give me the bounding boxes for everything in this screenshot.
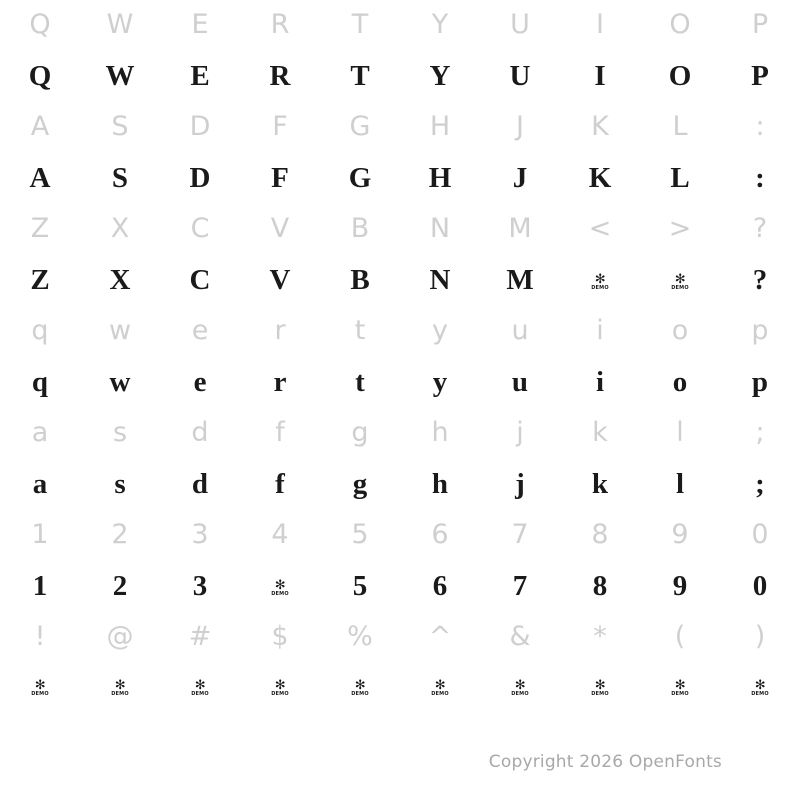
demo-badge-label: DEMO <box>671 690 689 697</box>
glyph-key-cell: a <box>31 417 49 448</box>
glyph-sample-cell: 5 <box>352 570 368 602</box>
demo-badge-icon <box>511 677 529 697</box>
floret-icon: ✻ <box>114 677 126 693</box>
demo-badge-icon <box>591 677 609 697</box>
glyph-sample-cell: R <box>269 60 291 92</box>
demo-watermark-glyph <box>480 662 560 714</box>
glyph-key-cell: K <box>591 111 609 142</box>
glyph-key-cell: & <box>509 621 531 652</box>
demo-badge-label: DEMO <box>31 690 49 697</box>
demo-watermark-glyph <box>640 662 720 714</box>
glyph-sample-cell: Y <box>429 60 451 92</box>
glyph-key-cell: g <box>351 417 369 448</box>
floret-icon: ✻ <box>674 271 686 287</box>
demo-badge-label: DEMO <box>271 690 289 697</box>
demo-badge-icon <box>431 677 449 697</box>
glyph-key-cell: w <box>108 315 132 346</box>
demo-badge-icon <box>671 271 689 291</box>
demo-badge-label: DEMO <box>751 690 769 697</box>
glyph-key-cell: 4 <box>271 519 289 550</box>
glyph-key-cell: ! <box>34 621 46 652</box>
glyph-sample-cell: : <box>755 162 765 194</box>
glyph-key-cell: 7 <box>511 519 529 550</box>
glyph-sample-cell: P <box>751 60 769 92</box>
glyph-key-cell: d <box>191 417 209 448</box>
floret-icon: ✻ <box>434 677 446 693</box>
glyph-key-cell: $ <box>271 621 289 652</box>
copyright-notice: Copyright 2026 OpenFonts <box>488 752 722 772</box>
glyph-key-cell: V <box>270 213 290 244</box>
glyph-sample-cell: S <box>111 162 129 194</box>
glyph-sample-cell: 3 <box>192 570 208 602</box>
demo-watermark-glyph <box>80 662 160 714</box>
glyph-sample-cell: F <box>271 162 289 194</box>
glyph-key-cell: T <box>351 9 369 40</box>
glyph-key-cell: J <box>516 111 524 142</box>
glyph-sample-cell: O <box>668 60 692 92</box>
glyph-sample-cell: t <box>355 366 365 398</box>
glyph-key-cell: D <box>189 111 211 142</box>
glyph-key-cell: 9 <box>671 519 689 550</box>
glyph-sample-cell: 0 <box>752 570 768 602</box>
glyph-key-cell: l <box>676 417 684 448</box>
demo-badge-label: DEMO <box>431 690 449 697</box>
demo-badge-label: DEMO <box>191 690 209 697</box>
glyph-key-cell: ; <box>755 417 765 448</box>
glyph-key-cell: X <box>110 213 130 244</box>
glyph-sample-row <box>0 458 800 510</box>
demo-badge-icon <box>591 271 609 291</box>
glyph-key-cell: 5 <box>351 519 369 550</box>
glyph-sample-cell: G <box>348 162 372 194</box>
glyph-sample-cell: 8 <box>592 570 608 602</box>
demo-badge-icon <box>351 677 369 697</box>
glyph-key-cell: p <box>751 315 769 346</box>
glyph-key-cell: ) <box>754 621 766 652</box>
glyph-key-cell: N <box>429 213 451 244</box>
glyph-key-cell: 0 <box>751 519 769 550</box>
demo-badge-icon <box>31 677 49 697</box>
demo-watermark-glyph <box>0 662 80 714</box>
glyph-key-cell: @ <box>106 621 134 652</box>
demo-badge-icon <box>111 677 129 697</box>
glyph-sample-cell: s <box>114 468 126 500</box>
demo-watermark-glyph <box>720 662 800 714</box>
demo-badge-icon <box>671 677 689 697</box>
glyph-sample-cell: X <box>109 264 131 296</box>
glyph-key-cell: ? <box>752 213 768 244</box>
glyph-sample-cell: ? <box>752 264 768 296</box>
glyph-sample-row <box>0 356 800 408</box>
demo-badge-label: DEMO <box>511 690 529 697</box>
glyph-key-cell: ( <box>674 621 686 652</box>
glyph-key-cell: Y <box>431 9 449 40</box>
glyph-key-row <box>0 204 800 254</box>
demo-badge-label: DEMO <box>271 590 289 597</box>
demo-watermark-glyph <box>320 662 400 714</box>
demo-watermark-glyph <box>640 254 720 306</box>
glyph-sample-row <box>0 254 800 306</box>
glyph-sample-cell: J <box>512 162 528 194</box>
glyph-key-cell: : <box>755 111 765 142</box>
glyph-key-cell: y <box>432 315 448 346</box>
glyph-sample-cell: A <box>29 162 51 194</box>
demo-badge-icon <box>191 677 209 697</box>
glyph-sample-cell: C <box>189 264 211 296</box>
glyph-sample-cell: W <box>105 60 135 92</box>
glyph-sample-cell: h <box>431 468 449 500</box>
glyph-sample-cell: ; <box>755 468 765 500</box>
glyph-sample-row <box>0 662 800 714</box>
glyph-sample-cell: l <box>675 468 685 500</box>
glyph-sample-cell: i <box>595 366 605 398</box>
glyph-key-row <box>0 510 800 560</box>
glyph-key-cell: t <box>354 315 366 346</box>
glyph-sample-cell: f <box>275 468 285 500</box>
glyph-key-cell: h <box>431 417 449 448</box>
glyph-key-cell: o <box>671 315 689 346</box>
glyph-sample-cell: o <box>672 366 688 398</box>
glyph-key-cell: E <box>191 9 209 40</box>
demo-watermark-glyph <box>400 662 480 714</box>
glyph-sample-cell: 2 <box>112 570 128 602</box>
demo-badge-icon <box>271 677 289 697</box>
glyph-sample-cell: p <box>751 366 769 398</box>
demo-badge-label: DEMO <box>671 284 689 291</box>
demo-badge-label: DEMO <box>111 690 129 697</box>
glyph-key-cell: F <box>272 111 288 142</box>
floret-icon: ✻ <box>754 677 766 693</box>
floret-icon: ✻ <box>194 677 206 693</box>
glyph-key-cell: e <box>191 315 209 346</box>
floret-icon: ✻ <box>34 677 46 693</box>
glyph-sample-cell: E <box>190 60 210 92</box>
glyph-key-cell: S <box>111 111 129 142</box>
glyph-sample-cell: Z <box>30 264 50 296</box>
glyph-key-row <box>0 0 800 50</box>
glyph-sample-cell: H <box>428 162 452 194</box>
glyph-sample-cell: y <box>432 366 448 398</box>
glyph-key-cell: G <box>349 111 371 142</box>
glyph-sample-row <box>0 560 800 612</box>
glyph-key-cell: 3 <box>191 519 209 550</box>
floret-icon: ✻ <box>514 677 526 693</box>
glyph-key-cell: k <box>592 417 608 448</box>
glyph-key-cell: 2 <box>111 519 129 550</box>
floret-icon: ✻ <box>594 677 606 693</box>
glyph-sample-cell: j <box>515 468 525 500</box>
glyph-key-row <box>0 306 800 356</box>
glyph-sample-cell: 1 <box>32 570 48 602</box>
glyph-sample-cell: r <box>273 366 287 398</box>
glyph-key-cell: M <box>508 213 532 244</box>
glyph-sample-cell: L <box>670 162 690 194</box>
glyph-key-cell: 6 <box>431 519 449 550</box>
glyph-key-cell: # <box>188 621 212 652</box>
glyph-key-cell: 1 <box>31 519 49 550</box>
floret-icon: ✻ <box>594 271 606 287</box>
glyph-key-cell: H <box>429 111 451 142</box>
glyph-key-row <box>0 612 800 662</box>
glyph-sample-cell: g <box>352 468 368 500</box>
glyph-key-cell: R <box>270 9 290 40</box>
glyph-sample-cell: U <box>509 60 531 92</box>
glyph-key-row <box>0 102 800 152</box>
glyph-key-cell: B <box>350 213 370 244</box>
glyph-sample-cell: 9 <box>672 570 688 602</box>
glyph-key-cell: i <box>596 315 604 346</box>
demo-watermark-glyph <box>560 254 640 306</box>
glyph-key-cell: W <box>106 9 134 40</box>
glyph-key-cell: ^ <box>428 621 452 652</box>
demo-watermark-glyph <box>240 560 320 612</box>
glyph-key-cell: Z <box>30 213 50 244</box>
glyph-key-cell: % <box>347 621 373 652</box>
glyph-sample-cell: B <box>350 264 370 296</box>
glyph-key-cell: u <box>511 315 529 346</box>
glyph-sample-cell: D <box>189 162 211 194</box>
glyph-key-cell: * <box>593 621 607 652</box>
glyph-key-cell: P <box>751 9 769 40</box>
floret-icon: ✻ <box>354 677 366 693</box>
glyph-sample-cell: T <box>350 60 370 92</box>
glyph-sample-cell: k <box>591 468 609 500</box>
glyph-sample-cell: N <box>429 264 451 296</box>
glyph-sample-cell: I <box>594 60 606 92</box>
glyph-key-cell: Q <box>29 9 51 40</box>
glyph-key-cell: I <box>596 9 604 40</box>
demo-badge-label: DEMO <box>591 284 609 291</box>
glyph-sample-cell: V <box>269 264 291 296</box>
demo-badge-label: DEMO <box>591 690 609 697</box>
demo-watermark-glyph <box>240 662 320 714</box>
glyph-key-cell: > <box>668 213 692 244</box>
demo-watermark-glyph <box>160 662 240 714</box>
floret-icon: ✻ <box>274 677 286 693</box>
glyph-sample-cell: u <box>511 366 529 398</box>
glyph-sample-cell: w <box>109 366 131 398</box>
glyph-key-row <box>0 408 800 458</box>
glyph-sample-row <box>0 152 800 204</box>
glyph-sample-cell: Q <box>28 60 52 92</box>
glyph-sample-cell: q <box>31 366 49 398</box>
glyph-key-cell: L <box>672 111 688 142</box>
glyph-key-cell: 8 <box>591 519 609 550</box>
demo-badge-icon <box>751 677 769 697</box>
floret-icon: ✻ <box>674 677 686 693</box>
glyph-sample-cell: d <box>191 468 209 500</box>
glyph-key-cell: O <box>669 9 691 40</box>
demo-badge-icon <box>271 577 289 597</box>
glyph-key-cell: j <box>516 417 524 448</box>
glyph-sample-cell: 7 <box>512 570 528 602</box>
glyph-key-cell: < <box>588 213 612 244</box>
glyph-key-cell: A <box>30 111 50 142</box>
glyph-sample-cell: M <box>506 264 534 296</box>
glyph-sample-cell: K <box>588 162 612 194</box>
glyph-sample-row <box>0 50 800 102</box>
demo-watermark-glyph <box>560 662 640 714</box>
glyph-key-cell: U <box>510 9 530 40</box>
floret-icon: ✻ <box>274 577 286 593</box>
glyph-sample-cell: 6 <box>432 570 448 602</box>
glyph-key-cell: f <box>275 417 285 448</box>
glyph-sample-cell: e <box>193 366 207 398</box>
demo-badge-label: DEMO <box>351 690 369 697</box>
glyph-key-cell: s <box>112 417 128 448</box>
glyph-sample-cell: a <box>32 468 48 500</box>
glyph-key-cell: C <box>190 213 210 244</box>
glyph-key-cell: q <box>31 315 49 346</box>
glyph-key-cell: r <box>274 315 286 346</box>
